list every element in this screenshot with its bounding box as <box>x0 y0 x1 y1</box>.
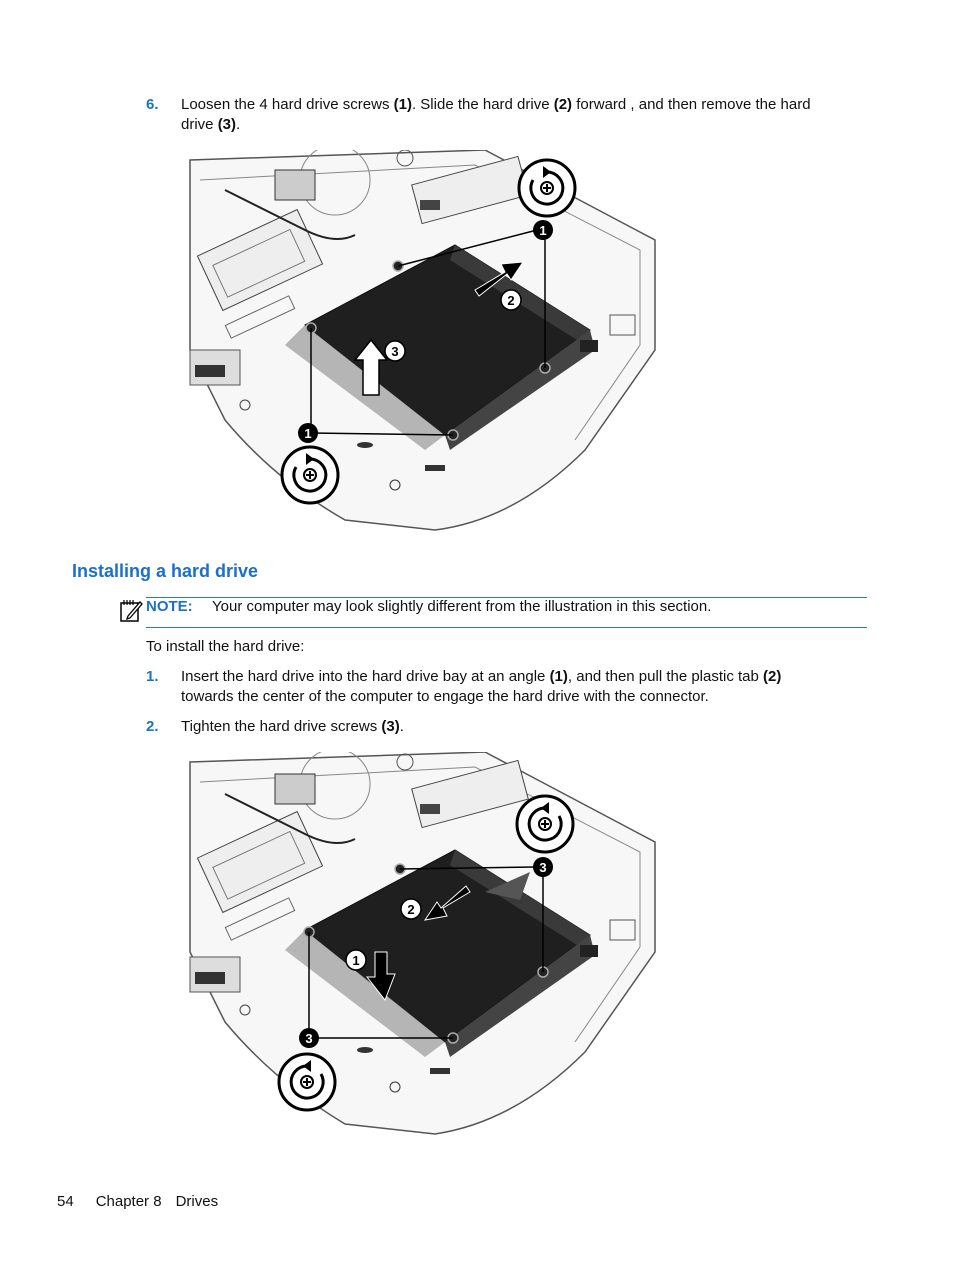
hard-drive-installation-illustration <box>185 752 665 1142</box>
note-icon <box>118 598 144 624</box>
callout-label: 3 <box>391 344 399 359</box>
footer-chapter-title: Drives <box>175 1193 219 1210</box>
note-text: Your computer may look slightly different from the illustration in this section. <box>212 598 712 615</box>
callout-label: 1 <box>352 953 360 968</box>
step-1-text: Insert the hard drive into the hard drive bay at an angle (1), and then pull the plastic tab (2) towards the center of the computer to engage the hard drive with the connector. <box>181 668 782 705</box>
loosen-rotate-icon <box>282 447 338 503</box>
step-2-text: Tighten the hard drive screws (3). <box>181 718 404 735</box>
procedure-intro: To install the hard drive: <box>146 638 305 655</box>
callout-label: 1 <box>539 223 547 238</box>
step-number: 6. <box>146 96 159 113</box>
hard-drive-removal-illustration <box>185 150 665 535</box>
callout-label: 2 <box>507 293 515 308</box>
step-number: 1. <box>146 668 159 685</box>
loosen-rotate-icon <box>519 160 575 216</box>
footer-chapter: Chapter 8 <box>95 1193 162 1210</box>
tighten-rotate-icon <box>279 1054 335 1110</box>
step-number: 2. <box>146 718 159 735</box>
note-bottom-rule <box>146 627 867 628</box>
section-heading: Installing a hard drive <box>72 561 259 581</box>
note-label: NOTE: <box>146 598 193 615</box>
callout-label: 2 <box>407 902 415 917</box>
callout-label: 3 <box>305 1031 313 1046</box>
tighten-rotate-icon <box>517 796 573 852</box>
callout-label: 1 <box>304 426 312 441</box>
step-6-text: Loosen the 4 hard drive screws (1). Slide the hard drive (2) forward , and then remove the hard drive (3). <box>181 96 811 133</box>
page-number: 54 <box>57 1193 74 1210</box>
page-footer <box>57 1193 218 1210</box>
callout-label: 3 <box>539 860 547 875</box>
